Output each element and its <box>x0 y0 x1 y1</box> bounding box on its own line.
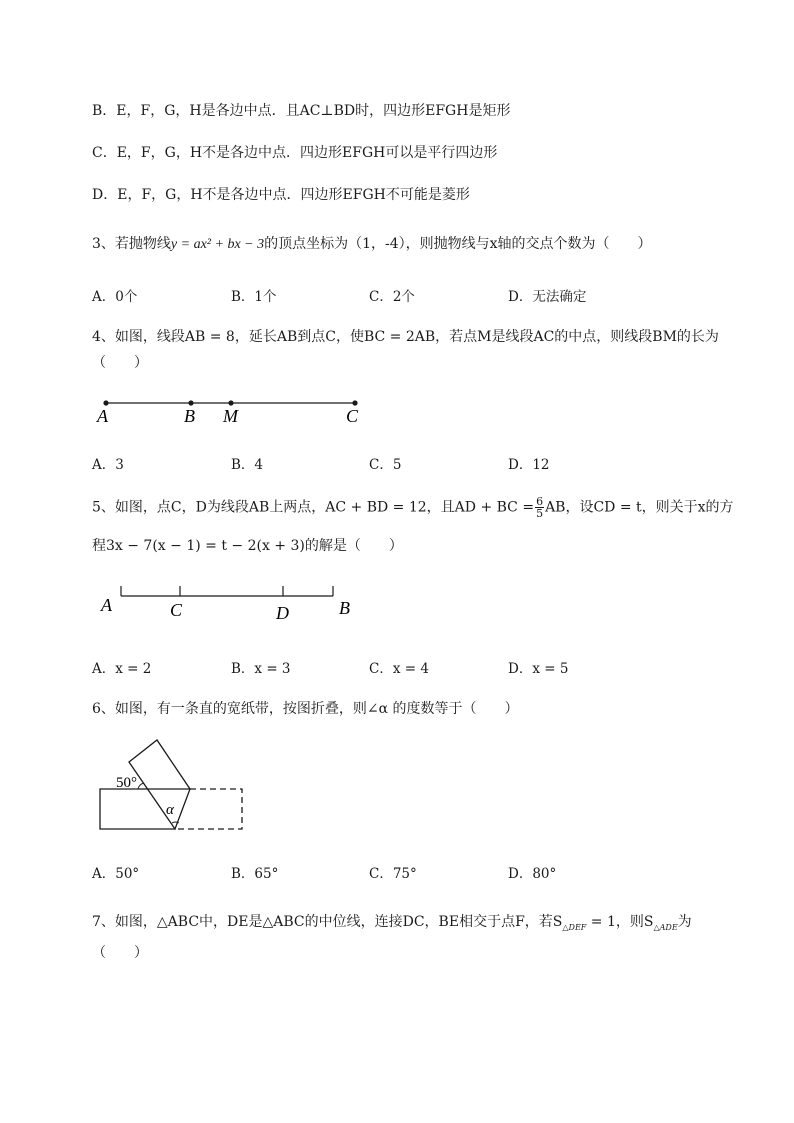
q4-stem-line1: 4、如图，线段AB = 8，延长AB到点C，使BC = 2AB，若点M是线段AC的中点，则线段BM的长为 <box>92 329 719 345</box>
q4-option-c: C．5 <box>369 457 402 473</box>
q4-point-m <box>228 400 233 405</box>
q5-text-b: AB，设CD = t，则关于x的方 <box>545 499 734 516</box>
q4-option-a: A．3 <box>92 457 124 473</box>
q7-text-a: 7、如图，△ABC中，DE是△ABC的中位线，连接DC，BE相交于点F，若S <box>92 914 563 930</box>
q4-label-c: C <box>346 406 359 426</box>
q5-label-d: D <box>276 603 289 623</box>
q3-option-b: B．1个 <box>231 289 277 305</box>
q6-option-a: A．50° <box>92 866 140 882</box>
q5-frac-den: 5 <box>536 507 544 520</box>
q4-stem-line2: （ ） <box>92 355 148 371</box>
q5-option-d: D．x = 5 <box>508 661 569 677</box>
prev-option-b: B．E，F，G，H是各边中点．且AC⊥BD时，四边形EFGH是矩形 <box>92 103 511 119</box>
q5-option-c: C．x = 4 <box>369 661 429 677</box>
q4-label-a: A <box>97 406 108 426</box>
q3-text-a: 若抛物线 <box>114 236 171 252</box>
q4-segment-figure <box>90 390 380 430</box>
q6-option-c: C．75° <box>369 866 417 882</box>
q5-stem-line1 <box>92 496 734 519</box>
q3-option-c: C．2个 <box>369 289 415 305</box>
q6-folded-part <box>129 740 190 829</box>
q4-label-b: B <box>184 406 195 426</box>
q7-text-c: 为 <box>677 914 692 930</box>
q6-alpha-arc <box>172 822 179 823</box>
q3-option-a: A．0个 <box>92 289 138 305</box>
q4-point-a <box>103 400 108 405</box>
q5-label-b: B <box>339 598 350 618</box>
q7-text-b: = 1，则S <box>586 914 654 930</box>
q5-segment-figure <box>95 580 365 630</box>
q5-option-b: B．x = 3 <box>231 661 291 677</box>
q6-angle-50-label: 50° <box>116 775 137 791</box>
q5-fraction <box>535 496 544 519</box>
q6-angle-50-arc <box>138 783 144 789</box>
q6-option-d: D．80° <box>508 866 557 882</box>
q3-option-d: D．无法确定 <box>508 289 587 305</box>
q5-text-a: 5、如图，点C，D为线段AB上两点，AC + BD = 12，且AD + BC = <box>92 499 535 516</box>
q5-frac-num: 6 <box>536 495 544 508</box>
prev-option-d: D．E，F，G，H不是各边中点．四边形EFGH不可能是菱形 <box>92 187 470 203</box>
q7-sub-def: △DEF <box>562 922 587 932</box>
q3-stem <box>92 233 652 253</box>
q4-option-d: D．12 <box>508 457 550 473</box>
q4-point-b <box>188 400 193 405</box>
q6-stem: 6、如图，有一条直的宽纸带，按图折叠，则∠α 的度数等于（ ） <box>92 701 519 717</box>
q5-option-a: A．x = 2 <box>92 661 152 677</box>
q6-alpha-label: α <box>166 802 174 818</box>
q4-point-c <box>352 400 357 405</box>
q3-formula: y = ax² + bx − 3 <box>170 237 265 252</box>
q6-option-b: B．65° <box>231 866 279 882</box>
q5-label-c: C <box>170 600 183 620</box>
q4-option-b: B．4 <box>231 457 264 473</box>
q6-strip-dashed <box>175 789 242 829</box>
q7-stem-line2: （ ） <box>92 945 148 961</box>
q6-strip-solid <box>100 789 190 829</box>
q3-number: 3、 <box>92 236 115 252</box>
prev-option-c: C．E，F，G，H不是各边中点．四边形EFGH可以是平行四边形 <box>92 145 498 161</box>
q6-paper-fold-figure <box>95 735 250 835</box>
q5-label-a: A <box>101 595 112 615</box>
q7-stem-line1 <box>92 911 692 932</box>
q4-label-m: M <box>223 406 238 426</box>
q3-text-b: 的顶点坐标为（1，-4），则抛物线与x轴的交点个数为（ ） <box>264 236 652 252</box>
q5-stem-line2: 程3x − 7(x − 1) = t − 2(x + 3)的解是（ ） <box>92 538 403 554</box>
q7-sub-ade: △ADE <box>653 922 678 932</box>
